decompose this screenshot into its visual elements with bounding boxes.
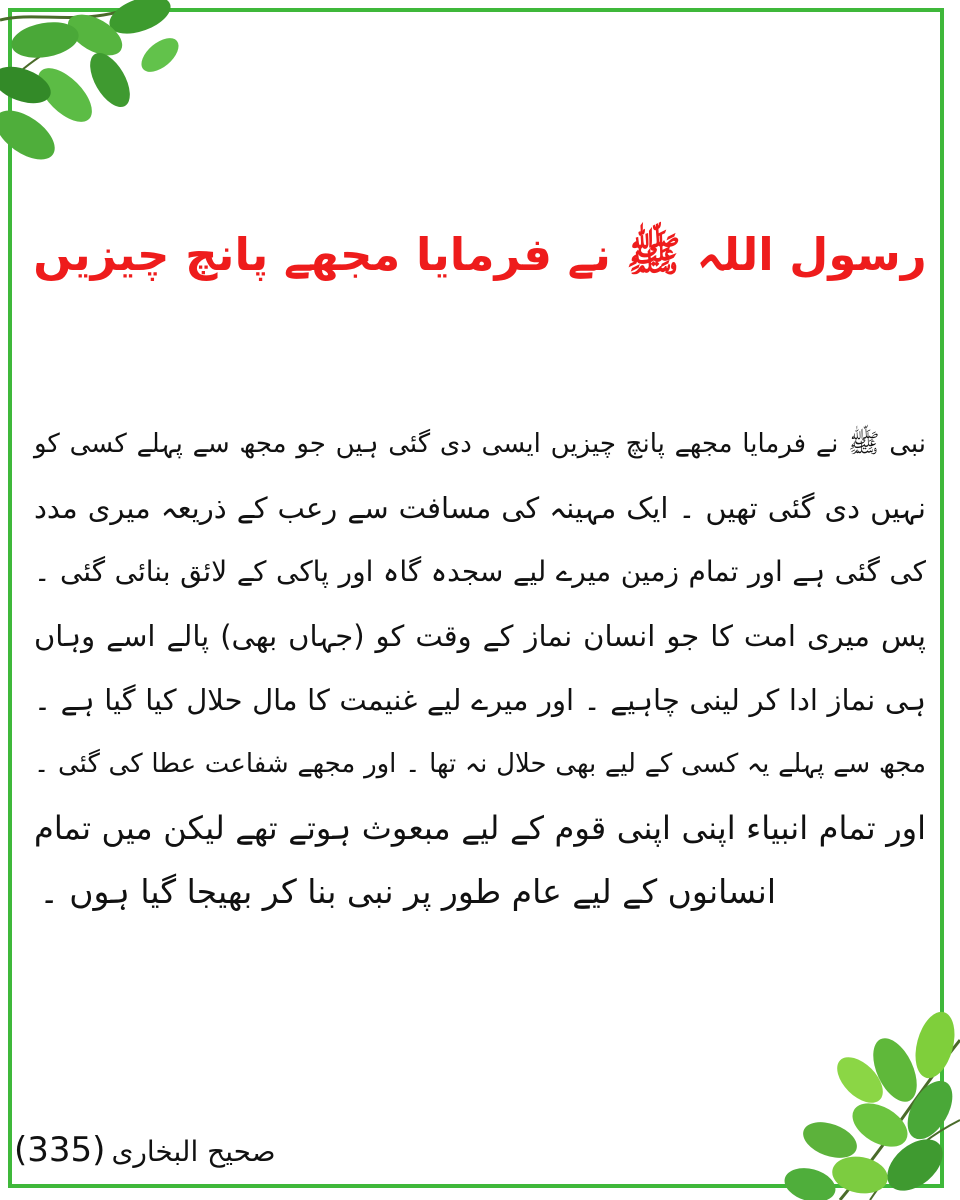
hadith-line: مجھ سے پہلے یہ کسی کے لیے بھی حلال نہ تھا ۔ اور مجھے شفاعت عطا کی گئی ۔ (34, 749, 926, 779)
hadith-line: کی گئی ہے اور تمام زمین میرے لیے سجدہ گاہ اور پاکی کے لائق بنائی گئی ۔ (34, 555, 926, 588)
source-book: صحیح البخاری (111, 1135, 276, 1168)
hadith-line: نبی ﷺ نے فرمایا مجھے پانچ چیزیں ایسی دی گئی ہیں جو مجھ سے پہلے کسی کو (34, 429, 926, 459)
hadith-line: پس میری امت کا جو انسان نماز کے وقت کو (جہاں بھی) پالے اسے وہاں (34, 619, 926, 653)
hadith-line: نہیں دی گئی تھیں ۔ ایک مہینہ کی مسافت سے رعب کے ذریعہ میری مدد (34, 491, 926, 525)
hadith-line: انسانوں کے لیے عام طور پر نبی بنا کر بھیجا گیا ہوں ۔ (39, 872, 776, 911)
hadith-line: اور تمام انبیاء اپنی اپنی قوم کے لیے مبعوث ہوتے تھے لیکن میں تمام (34, 809, 926, 847)
reference-number: (335) (14, 1130, 106, 1170)
source-citation (14, 1122, 276, 1178)
hadith-text (34, 412, 926, 924)
page-title: رسول اللہ ﷺ نے فرمایا مجھے پانچ چیزیں (33, 228, 927, 281)
hadith-line: ہی نماز ادا کر لینی چاہیے ۔ اور میرے لیے غنیمت کا مال حلال کیا گیا ہے ۔ (34, 683, 926, 717)
leaves-bottom-right-icon (720, 1010, 960, 1200)
leaves-top-left-icon (0, 0, 180, 170)
